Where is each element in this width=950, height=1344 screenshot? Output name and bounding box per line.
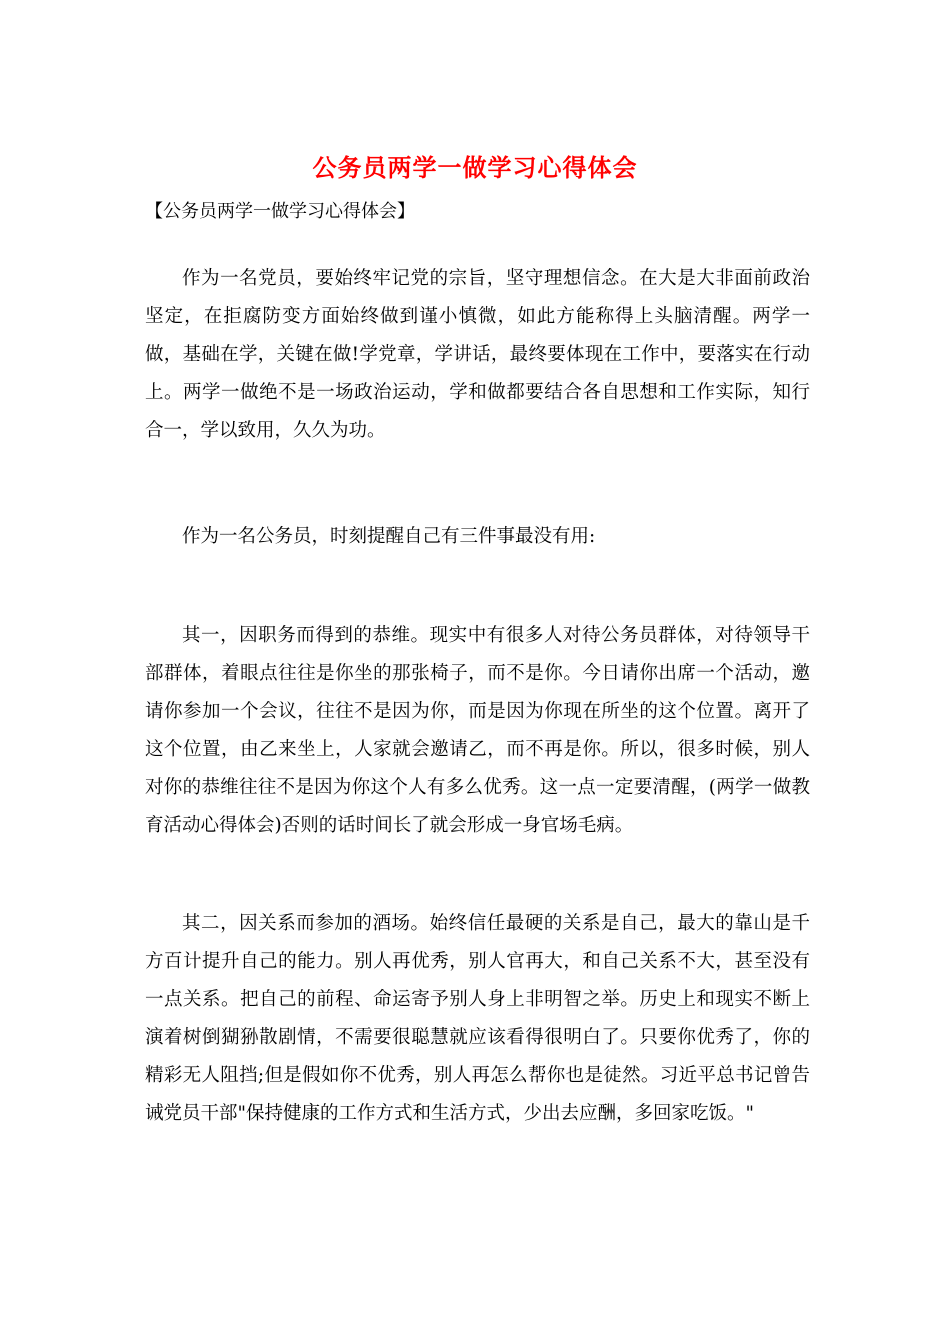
paragraph-first-point: 其一，因职务而得到的恭维。现实中有很多人对待公务员群体，对待领导干部群体，着眼点往往是你坐的那张椅子，而不是你。今日请你出席一个活动，邀请你参加一个会议，往往不是因为你，而是因为你现在所坐的这个位置。离开了这个位置，由乙来坐上，人家就会邀请乙，而不再是你。所以，很多时候，别人对你的恭维往往不是因为你这个人有多么优秀。这一点一定要清醒，(两学一做教育活动心得体会)否则的话时间长了就会形成一身官场毛病。 (145, 625, 810, 836)
paragraph-second-point: 其二，因关系而参加的酒场。始终信任最硬的关系是自己，最大的靠山是千方百计提升自己的能力。别人再优秀，别人官再大，和自己关系不大，甚至没有一点关系。把自己的前程、命运寄予别人身上非明智之举。历史上和现实不断上演着树倒猢狲散剧情，不需要很聪慧就应该看得很明白了。只要你优秀了，你的精彩无人阻挡;但是假如你不优秀，别人再怎么帮你也是徒然。习近平总书记曾告诫党员干部"保持健康的工作方式和生活方式，少出去应酬，多回家吃饭。" (145, 913, 810, 1124)
document-title: 公务员两学一做学习心得体会 (312, 153, 638, 182)
paragraph-party-member: 作为一名党员，要始终牢记党的宗旨，坚守理想信念。在大是大非面前政治坚定，在拒腐防变方面始终做到谨小慎微，如此方能称得上头脑清醒。两学一做，基础在学，关键在做!学党章，学讲话，最终要体现在工作中，要落实在行动上。两学一做绝不是一场政治运动，学和做都要结合各自思想和工作实际，知行合一，学以致用，久久为功。 (145, 268, 810, 441)
document-subtitle: 【公务员两学一做学习心得体会】 (145, 201, 415, 222)
paragraph-three-things: 作为一名公务员，时刻提醒自己有三件事最没有用: (182, 526, 596, 547)
